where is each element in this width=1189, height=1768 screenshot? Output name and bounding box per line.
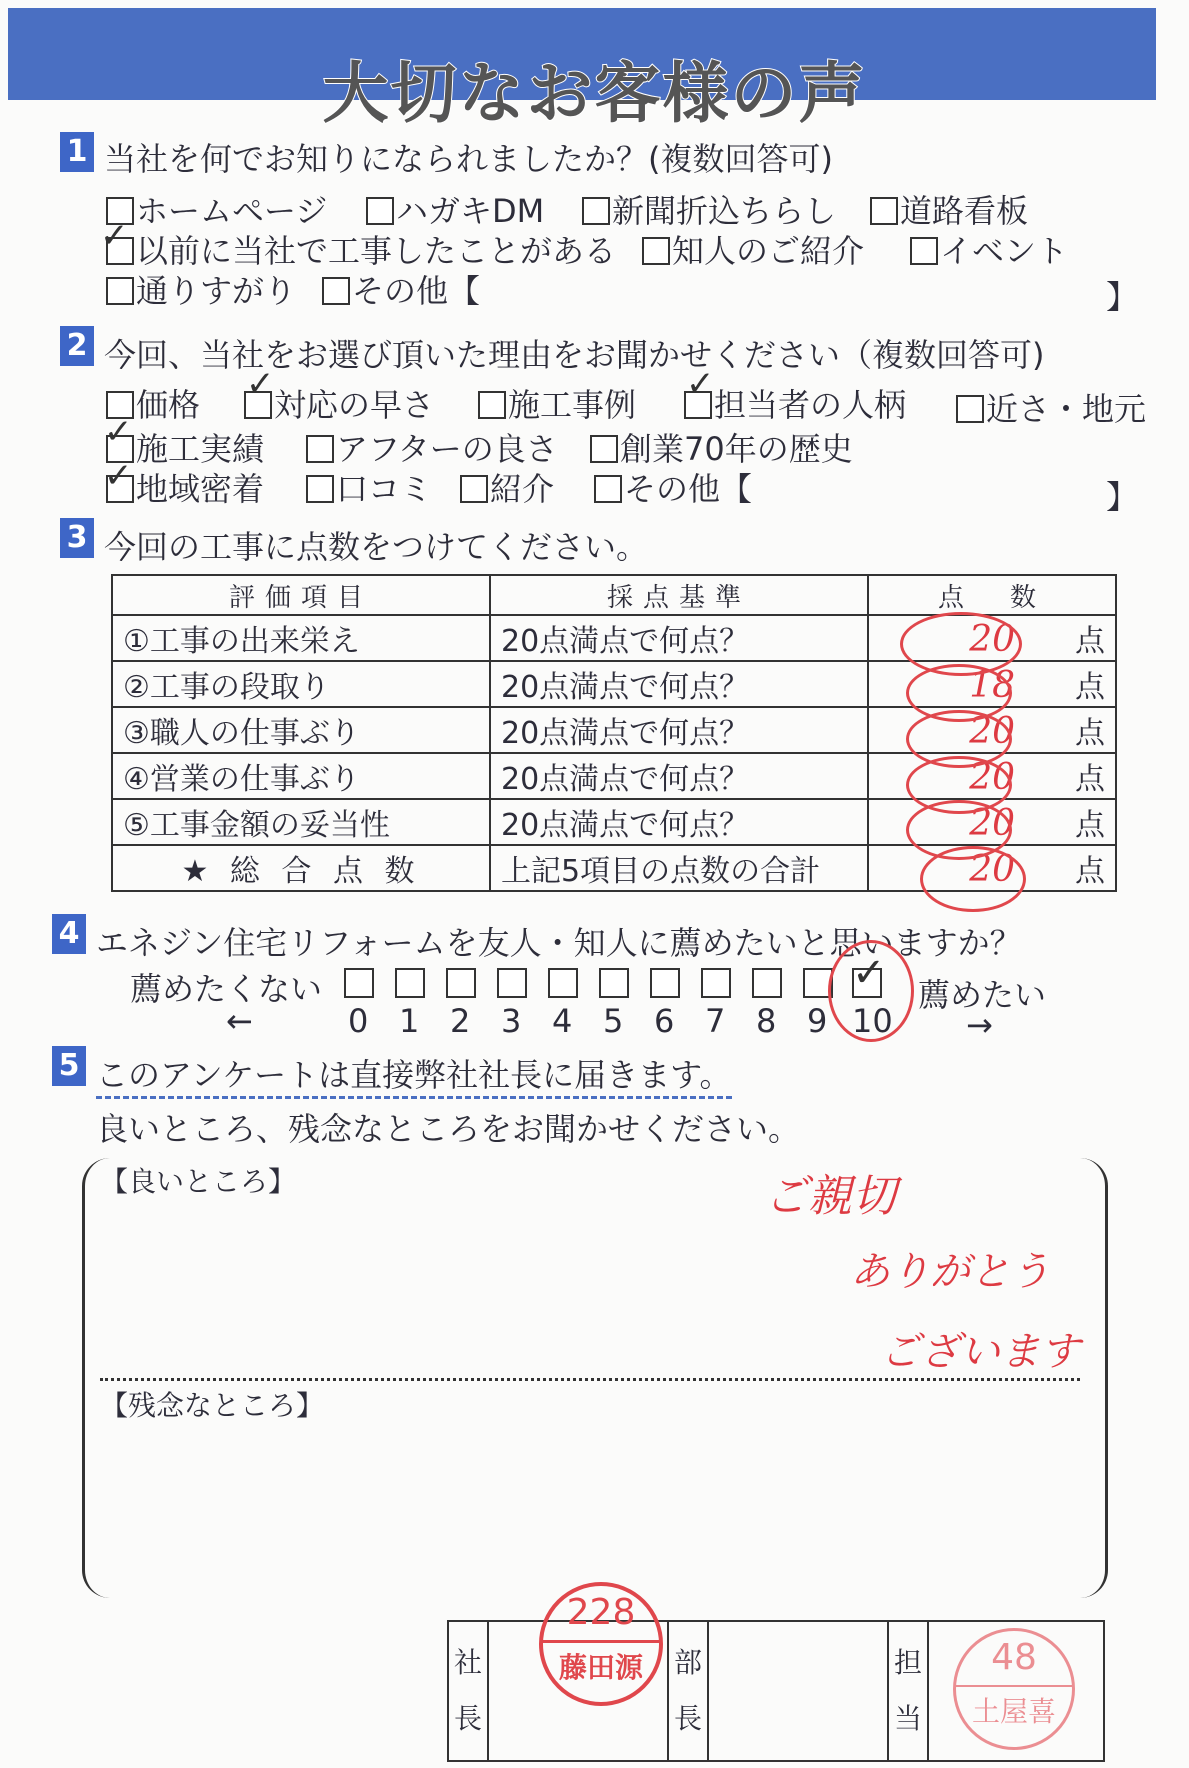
scale-number: 8 [756, 1002, 777, 1040]
header-score: 点 数 [868, 575, 1116, 615]
q1-option-previous-customer[interactable]: 以前に当社で工事したことがある [106, 226, 616, 272]
handwritten-comment-line: ご親切 [764, 1171, 896, 1222]
staff-stamp-cell [928, 1621, 1104, 1761]
header-item: 評価項目 [112, 575, 490, 615]
q2-option-case-studies[interactable]: 施工事例 [478, 380, 636, 426]
president-stamp-cell [488, 1592, 668, 1761]
question-5-subtext: 良いところ、残念なところをお聞かせください。 [96, 1110, 801, 1148]
checkbox[interactable] [106, 277, 134, 305]
scale-option-4[interactable] [548, 968, 578, 1040]
question-4-text: エネジン住宅リフォームを友人・知人に薦めたいと思いますか？ [96, 924, 1022, 962]
checkbox[interactable] [446, 968, 476, 998]
staff-seal [953, 1628, 1075, 1750]
checkbox[interactable] [956, 395, 984, 423]
checkbox[interactable] [395, 968, 425, 998]
scale-option-5[interactable] [599, 968, 629, 1040]
checkbox[interactable] [590, 435, 618, 463]
question-5-number: 5 [52, 1046, 86, 1086]
president-seal [539, 1582, 663, 1706]
checkbox[interactable] [322, 277, 350, 305]
q1-option-newspaper[interactable]: 新聞折込ちらし [582, 186, 836, 232]
scale-number: 7 [705, 1002, 726, 1040]
checkbox[interactable] [910, 237, 938, 265]
checkbox[interactable] [478, 391, 506, 419]
q1-option-signboard[interactable]: 道路看板 [870, 186, 1028, 232]
checkbox[interactable] [650, 968, 680, 998]
row-item: ⑤工事金額の妥当性 [112, 799, 490, 845]
row-unit: 点 [1075, 670, 1105, 705]
q1-other-close-bracket: 】 [1106, 278, 1139, 316]
checkbox[interactable] [366, 197, 394, 225]
q2-option-staff-personality[interactable]: 担当者の人柄 [684, 380, 906, 426]
total-score: 20 [969, 849, 1015, 890]
scale-number: 3 [501, 1002, 522, 1040]
scale-number: 9 [807, 1002, 828, 1040]
row-criteria: 20点満点で何点？ [490, 615, 868, 661]
scale-number: 2 [450, 1002, 471, 1040]
checkbox[interactable] [752, 968, 782, 998]
checkbox[interactable] [701, 968, 731, 998]
seal-name: 藤田源 [558, 1651, 643, 1684]
manager-stamp-cell [708, 1621, 888, 1761]
question-2-text: 今回、当社をお選び頂いた理由をお聞かせください（複数回答可) [104, 336, 1045, 374]
total-item: ★ 総 合 点 数 [112, 845, 490, 891]
question-3-number: 3 [60, 518, 94, 558]
check-mark-icon: ✓ [104, 456, 133, 496]
approval-stamp-table [447, 1592, 1105, 1762]
row-unit: 点 [1075, 808, 1105, 843]
scale-left-label: 薦めたくない [130, 970, 323, 1008]
score-table-header [112, 575, 1116, 615]
scale-number: 4 [552, 1002, 573, 1040]
checkbox[interactable] [870, 197, 898, 225]
checkbox[interactable] [582, 197, 610, 225]
scale-number: 0 [348, 1002, 369, 1040]
checkbox[interactable] [306, 475, 334, 503]
q2-option-introduction[interactable]: 紹介 [460, 464, 554, 510]
row-item: ②工事の段取り [112, 661, 490, 707]
total-criteria: 上記5項目の点数の合計 [490, 845, 868, 891]
row-score: 20 [969, 619, 1015, 660]
score-circle-mark [920, 846, 1026, 912]
q2-option-word-of-mouth[interactable]: 口コミ [306, 464, 432, 510]
q1-option-other[interactable]: その他【 [322, 266, 480, 312]
row-criteria: 20点満点で何点？ [490, 707, 868, 753]
selection-circle-mark [828, 940, 914, 1042]
scale-option-0[interactable] [344, 968, 374, 1040]
handwritten-comment-line: ありがとう [850, 1249, 1050, 1295]
scale-option-7[interactable] [701, 968, 731, 1040]
question-5-text: このアンケートは直接弊社社長に届きます。 [96, 1050, 732, 1099]
question-2-number: 2 [60, 326, 94, 366]
row-criteria: 20点満点で何点？ [490, 661, 868, 707]
right-arrow-icon: → [966, 1006, 993, 1044]
row-score: 20 [969, 757, 1015, 798]
row-criteria: 20点満点で何点？ [490, 799, 868, 845]
scale-right-label: 薦めたい [918, 976, 1047, 1014]
row-score: 20 [969, 803, 1015, 844]
question-1-number: 1 [60, 132, 94, 172]
scale-option-8[interactable] [752, 968, 782, 1040]
q2-option-track-record[interactable]: 施工実績 [106, 424, 264, 470]
row-item: ①工事の出来栄え [112, 615, 490, 661]
q2-option-quick-response[interactable]: 対応の早さ [244, 380, 434, 426]
row-unit: 点 [1075, 762, 1105, 797]
q2-option-history[interactable]: 創業70年の歴史 [590, 424, 853, 470]
bad-points-field[interactable] [100, 1424, 1080, 1594]
page-title: 大切なお客様の声 [322, 55, 867, 132]
scale-option-6[interactable] [650, 968, 680, 1040]
handwritten-comment-line: ございます [880, 1329, 1080, 1375]
q2-option-local[interactable]: 近さ・地元 [956, 384, 1146, 430]
scale-number: 10 [852, 1002, 893, 1040]
checkbox[interactable] [594, 475, 622, 503]
divider [100, 1378, 1080, 1381]
q1-option-postcard[interactable]: ハガキDM [366, 186, 544, 232]
row-item: ③職人の仕事ぶり [112, 707, 490, 753]
scale-number: 6 [654, 1002, 675, 1040]
seal-name: 土屋喜 [971, 1695, 1056, 1728]
q2-option-aftercare[interactable]: アフターの良さ [306, 424, 558, 470]
checkbox[interactable] [497, 968, 527, 998]
seal-number: 48 [956, 1631, 1072, 1687]
manager-label: 部 長 [668, 1621, 708, 1761]
q1-option-referral[interactable]: 知人のご紹介 [642, 226, 864, 272]
checkbox[interactable] [460, 475, 488, 503]
row-score: 20 [969, 711, 1015, 752]
seal-number: 228 [543, 1586, 659, 1643]
q1-option-homepage[interactable]: ホームページ [106, 186, 327, 232]
row-item: ④営業の仕事ぶり [112, 753, 490, 799]
scale-number: 1 [399, 1002, 420, 1040]
header-criteria: 採点基準 [490, 575, 868, 615]
scale-option-1[interactable] [395, 968, 425, 1040]
president-label: 社 長 [448, 1621, 488, 1761]
checkbox[interactable] [599, 968, 629, 998]
check-mark-icon: ✓ [852, 950, 886, 996]
q2-option-other[interactable]: その他【 [594, 464, 752, 510]
good-points-label: 【良いところ】 [100, 1165, 297, 1198]
checkbox[interactable] [548, 968, 578, 998]
row-criteria: 20点満点で何点？ [490, 753, 868, 799]
checkbox[interactable] [642, 237, 670, 265]
check-mark-icon: ✓ [100, 216, 129, 256]
q2-other-close-bracket: 】 [1106, 478, 1139, 516]
check-mark-icon: ✓ [686, 364, 715, 404]
scale-option-3[interactable] [497, 968, 527, 1040]
checkbox[interactable] [344, 968, 374, 998]
checkbox[interactable] [306, 435, 334, 463]
row-unit: 点 [1075, 716, 1105, 751]
q1-option-passing-by[interactable]: 通りすがり [106, 266, 296, 312]
q2-option-community[interactable]: 地域密着 [106, 464, 264, 510]
check-mark-icon: ✓ [246, 364, 275, 404]
scale-option-2[interactable] [446, 968, 476, 1040]
row-score: 18 [969, 665, 1015, 706]
bad-points-label: 【残念なところ】 [100, 1389, 325, 1422]
question-3-text: 今回の工事に点数をつけてください。 [104, 528, 649, 566]
question-4-number: 4 [52, 914, 86, 954]
question-1-text: 当社を何でお知りになられましたか？(複数回答可) [104, 140, 833, 178]
row-unit: 点 [1075, 624, 1105, 659]
q1-option-event[interactable]: イベント [910, 226, 1068, 272]
total-unit: 点 [1075, 854, 1105, 889]
left-arrow-icon: ← [226, 1002, 253, 1040]
recommend-scale [344, 968, 893, 1048]
q2-option-price[interactable]: 価格 [106, 380, 200, 426]
staff-label: 担 当 [888, 1621, 928, 1761]
check-mark-icon: ✓ [104, 412, 133, 452]
scale-number: 5 [603, 1002, 624, 1040]
